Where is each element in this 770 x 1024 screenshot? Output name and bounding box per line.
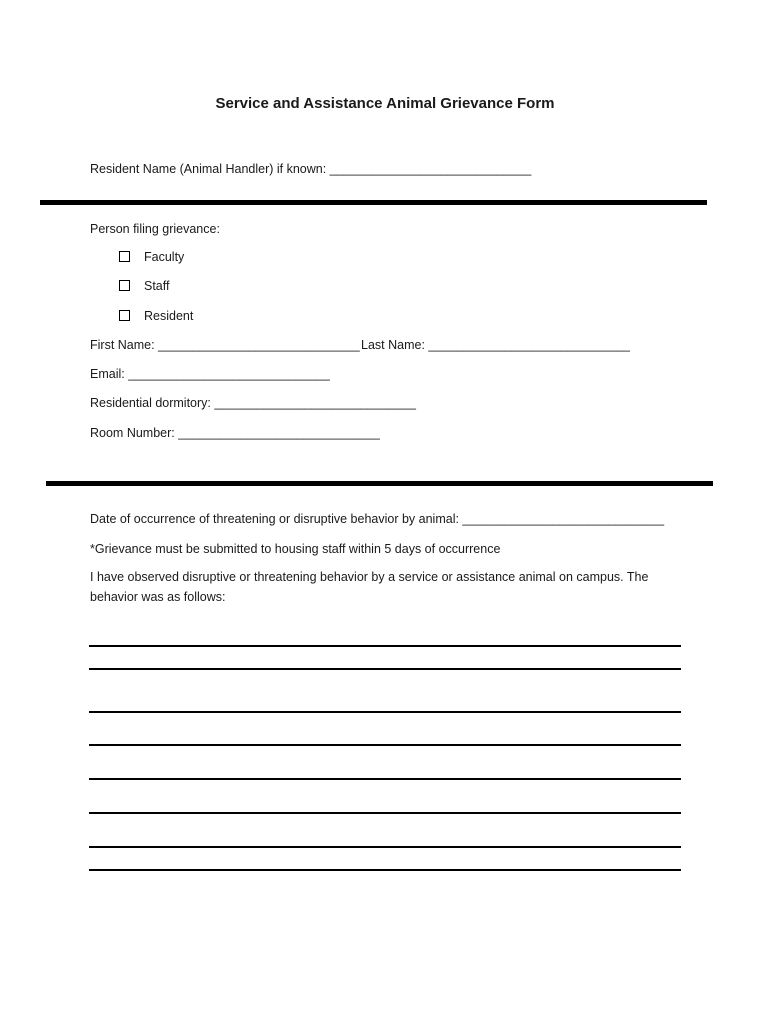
resident-checkbox[interactable] [119,310,130,321]
section-divider [40,200,707,205]
last-name-field[interactable]: Last Name: _____________________________ [361,338,630,352]
statement-text-line-1: I have observed disruptive or threatening behavior by a service or assistance animal on campus. The [90,570,649,584]
writing-line[interactable] [89,778,681,780]
staff-option-label: Staff [144,279,170,293]
writing-line[interactable] [89,812,681,814]
resident-option-label: Resident [144,309,194,323]
writing-line[interactable] [89,846,681,848]
statement-text-line-2: behavior was as follows: [90,590,226,604]
submission-note: *Grievance must be submitted to housing staff within 5 days of occurrence [90,542,501,556]
room-number-field[interactable]: Room Number: _____________________________ [90,426,380,440]
resident-name-field[interactable]: Resident Name (Animal Handler) if known: _____________________________ [90,162,532,176]
form-title: Service and Assistance Animal Grievance Form [215,95,555,112]
writing-line[interactable] [89,668,681,670]
writing-line[interactable] [89,744,681,746]
writing-line[interactable] [89,869,681,871]
dormitory-field[interactable]: Residential dormitory: _____________________________ [90,396,416,410]
first-name-field[interactable]: First Name: _____________________________ [90,338,360,352]
writing-line[interactable] [89,645,681,647]
person-filing-label: Person filing grievance: [90,222,220,236]
date-of-occurrence-field[interactable]: Date of occurrence of threatening or disruptive behavior by animal: _____________________________ [90,512,665,526]
faculty-checkbox[interactable] [119,251,130,262]
faculty-option-label: Faculty [144,250,185,264]
section-divider [46,481,713,486]
writing-line[interactable] [89,711,681,713]
email-field[interactable]: Email: _____________________________ [90,367,330,381]
staff-checkbox[interactable] [119,280,130,291]
